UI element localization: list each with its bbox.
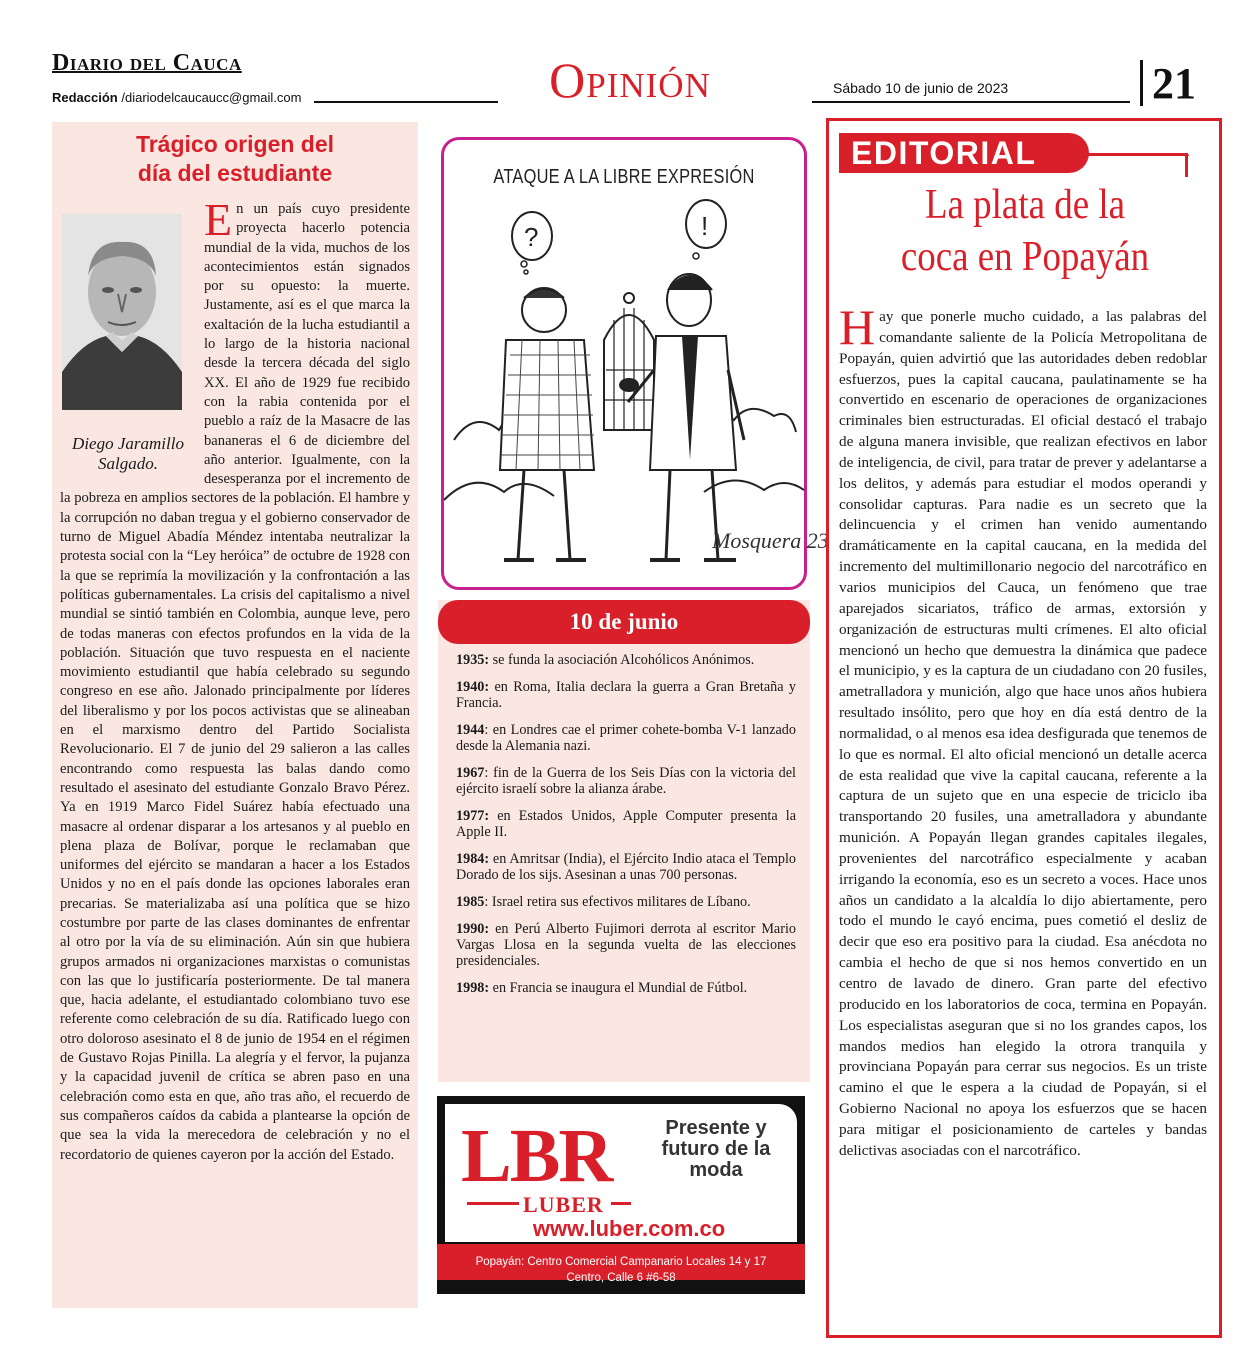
- opinion-title-line: Trágico origen del: [135, 131, 335, 157]
- ad-url-link[interactable]: www.luber.com.co: [532, 1216, 726, 1241]
- editorial-tag-label: EDITORIAL: [851, 135, 1037, 171]
- efemerides-year: 1977:: [456, 808, 490, 824]
- author-photo: [62, 214, 182, 410]
- author-box: [60, 214, 196, 474]
- efemerides-item: [456, 808, 796, 840]
- editorial-rule: [1185, 153, 1188, 177]
- efemerides-box: [438, 600, 810, 1082]
- ad-tagline: Presente y futuro de la moda: [661, 1117, 771, 1181]
- efemerides-text: : en Londres cae el primer cohete-bomba V-1 lanzado desde la Alemania nazi.: [456, 722, 796, 754]
- redaccion-line: [52, 90, 301, 105]
- author-name[interactable]: Diego Jaramillo Salgado.: [72, 434, 184, 473]
- efemerides-year: 1935:: [456, 652, 490, 668]
- ad-logo-subtext: LUBER: [523, 1192, 604, 1217]
- ad-logo: LBR: [461, 1114, 612, 1198]
- efemerides-text: en Roma, Italia declara la guerra a Gran Bretaña y Francia.: [456, 679, 796, 711]
- efemerides-text: : Israel retira sus efectivos militares de Líbano.: [484, 894, 751, 910]
- page-number-separator: [1140, 60, 1143, 106]
- svg-text:!: !: [701, 211, 709, 241]
- editorial-title-line: La plata de la: [924, 182, 1126, 228]
- redaccion-label: Redacción: [52, 90, 118, 105]
- ad-address-line: Popayán: Centro Comercial Campanario Locales 14 y 17: [475, 1256, 767, 1268]
- efemerides-text: en Francia se inaugura el Mundial de Fútbol.: [489, 980, 748, 996]
- ad-logo-rule: [467, 1202, 519, 1205]
- efemerides-year: 1944: [456, 722, 485, 738]
- opinion-body-text: n un país cuyo presidente proyecta hacerlo potencia mundial de la vida, muchos de los acontecimientos están signados por su opuesto: la muerte. Justamente, así es el que marca la exaltación de la lucha estudiantil a lo largo de la historia nacional desde la tercera década del siglo XX. El año de 1929 fue recibido con la rabia contenida por el pueblo a raíz de la Masacre de las bananeras el 6 de diciembre del año anterior. Igualmente, con la desesperanza por el incremento de la pobreza en amplios sectores de la población. El hambre y la corrupción no daban tregua y el gobierno conservador de turno de Miguel Abadía Méndez intentaba neutralizar la protesta social con la “Ley heróica” de octubre de 1928 con la que se reprimía la movilización y la confrontación a las políticas gubernamentales. La crisis del capitalismo a nivel mundial se sintió también en Colombia, aunque leve, pero de todas maneras con efectos profundos en la vida de la población. Situación que tuvo respuesta en el naciente movimiento estudiantil que había celebrado su segundo congreso en ese año. Jalonado principalmente por líderes del liberalismo y por los pocos activistas que se alineaban en el marxismo dentro del Partido Socialista Revolucionario. El 7 de junio del 29 salieron a las calles encontrando como respuesta las balas dando como resultado el asesinato del estudiante Gonzalo Bravo Pérez. Ya en 1919 Marco Fidel Suárez había efectuado una masacre al ordenar disparar a los artesanos y al pueblo en plena plaza de Bolívar, porque le reclamaban que uniformes del ejército se mandaran a hacer a los Estados Unidos y no en el país donde las opciones laborales eran precarias. Se materializaba así una política que se hizo costumbre por parte de las clases dominantes de enfrentar al otro por la vía de su eliminación. Aún sin que hubiera grupos armados ni organizaciones marxistas o comunistas con las que lo justificaría posteriormente. De tal manera que, hacia adelante, el estudiantado colombiano tuvo ese referente como celebración de su día. Ratificado luego con otro doloroso asesinato el 8 de junio de 1954 en el régimen de Gustavo Rojas Pinilla. La alegría y el fervor, la pujanza y la capacidad juvenil de crítica se abren paso en una celebración como esta en que, año tras año, el recuerdo de sus compañeros caídos da cabida a plantearse la opción de que sea la vida la merecedora de celebración y no el recordatorio de quienes cayeron por la acción del Estado.: [60, 201, 410, 1163]
- author-portrait-image: [62, 214, 182, 410]
- opinion-body: [60, 194, 410, 1165]
- ad-logo-rule: [611, 1202, 631, 1205]
- issue-date: Sábado 10 de junio de 2023: [833, 80, 1009, 96]
- newspaper-name[interactable]: Diario del Cauca: [52, 50, 242, 76]
- editorial-column: [826, 118, 1222, 1338]
- efemerides-year: 1998:: [456, 980, 490, 996]
- efemerides-year: 1984:: [456, 851, 490, 867]
- editorial-rule: [1069, 153, 1189, 156]
- opinion-dropcap: E: [204, 194, 233, 245]
- efemerides-year: 1985: [456, 894, 485, 910]
- efemerides-text: en Estados Unidos, Apple Computer presenta la Apple II.: [456, 808, 796, 840]
- section-title: Opinión: [549, 52, 711, 108]
- ad-panel: [445, 1104, 797, 1242]
- cartoon-drawing: [444, 140, 829, 587]
- efemerides-text: : fin de la Guerra de los Seis Días con la victoria del ejército israelí sobre la alianza árabe.: [456, 765, 796, 797]
- efemerides-text: se funda la asociación Alcohólicos Anónimos.: [489, 652, 755, 668]
- header-rule-right: [812, 101, 1130, 103]
- efemerides-item: [456, 722, 796, 754]
- masthead: [0, 0, 1250, 118]
- opinion-column: [52, 122, 418, 1308]
- editorial-body-text: ay que ponerle mucho cuidado, a las palabras del comandante saliente de la Policía Metropolitana de Popayán, quien advirtió que las autoridades deben redoblar esfuerzos, pues la capital caucana, paulatinamente se ha convertido en escenario de operaciones de organizaciones criminales bien estructuradas. El oficial destacó el trabajo de alguna manera invisible, que realizan efectivos en labor de inteligencia, de civil, para tratar de prever y adelantarse a los delitos, y además para estudiar el modos operandi y consolidar capturas. Para nadie es un secreto que la delincuencia y el crimen han venido aumentando dramáticamente en la capital caucana, en la medida del incremento del multimillonario negocio del narcotráfico en varios municipios del Cauca, un fenómeno que trae aparejados sicariatos, tráfico de armas, extorsión y organización de estructuras multi crímenes. El alto oficial mencionó un hecho que demuestra la dinámica que padece el municipio, y es la captura de un ciudadano con 20 fusiles, ametralladora y munición, algo que hace unos años hubiera resultado insólito, pero que hoy en día está dentro de la normalidad, o al menos esa idea desfigurada que tenemos de lo que es normal. El alto oficial mencionó un detalle acerca de esta realidad que vive la capital caucana, referente a la captura de un sujeto que en una especie de triciclo iba transportando 20 fusiles, una ametralladora y abundante munición. A Popayán llegan grandes capitales ilegales, provenientes del narcotráfico especialmente y acaban irrigando la economía, eso es un secreto a voces. Hace unos años un candidato a la alcaldía lo dijo abiertamente, pero todo el mundo le cayó encima, pues cometió el desliz de decir que eso era positivo para la ciudad. Esa anécdota no cambia el hecho de que si nos hemos convertido en un centro de lavado de dinero. Gran parte del efectivo producido en los laboratorios de coca, termina en Popayán. Los especialistas aseguran que si no los grandes capos, los mandos medios han elegido la otrora tranquila y provinciana Popayán para cerrar sus negocios. Es un triste camino el que le espera a la ciudad de Popayán, si el Gobierno Nacional no apoya los esfuerzos que se hacen para mitigar el posicionamiento de carteles y bandas delictivas asociadas con el narcotráfico.: [839, 308, 1207, 1159]
- cartoon-caption: ATAQUE A LA LIBRE EXPRESIÓN: [493, 166, 755, 188]
- efemerides-item: [456, 921, 796, 969]
- opinion-title[interactable]: [60, 130, 410, 188]
- efemerides-item: [456, 851, 796, 883]
- efemerides-item: [456, 980, 796, 996]
- efemerides-year: 1990:: [456, 921, 490, 937]
- cartoon[interactable]: [441, 137, 829, 590]
- redaccion-email[interactable]: /diariodelcaucaucc@gmail.com: [117, 90, 302, 105]
- efemerides-item: [456, 765, 796, 797]
- svg-text:?: ?: [524, 222, 539, 252]
- header-rule-left: [314, 101, 498, 103]
- luber-advertisement[interactable]: [437, 1096, 805, 1294]
- editorial-title[interactable]: [860, 179, 1191, 283]
- ad-address-line: Centro, Calle 6 #6-58: [566, 1272, 676, 1284]
- editorial-body: [839, 299, 1207, 1162]
- efemerides-header: 10 de junio: [438, 600, 810, 644]
- opinion-title-line: día del estudiante: [137, 160, 333, 186]
- editorial-title-line: coca en Popayán: [900, 234, 1150, 280]
- efemerides-year: 1940:: [456, 679, 490, 695]
- efemerides-item: [456, 894, 796, 910]
- ad-address: [437, 1254, 805, 1286]
- efemerides-item: [456, 652, 796, 668]
- page-number: 21: [1152, 59, 1196, 108]
- efemerides-text: en Perú Alberto Fujimori derrota al escritor Mario Vargas Llosa en la segunda vuelta de las elecciones presidenciales.: [456, 921, 796, 969]
- efemerides-text: en Amritsar (India), el Ejército Indio ataca el Templo Dorado de los sijs. Asesinan a unas 700 personas.: [456, 851, 796, 883]
- efemerides-list: [438, 644, 810, 996]
- editorial-dropcap: H: [839, 299, 876, 355]
- efemerides-item: [456, 679, 796, 711]
- efemerides-year: 1967: [456, 765, 485, 781]
- editorial-tag: [839, 133, 1089, 173]
- cartoonist-signature: Mosquera 23: [712, 528, 829, 553]
